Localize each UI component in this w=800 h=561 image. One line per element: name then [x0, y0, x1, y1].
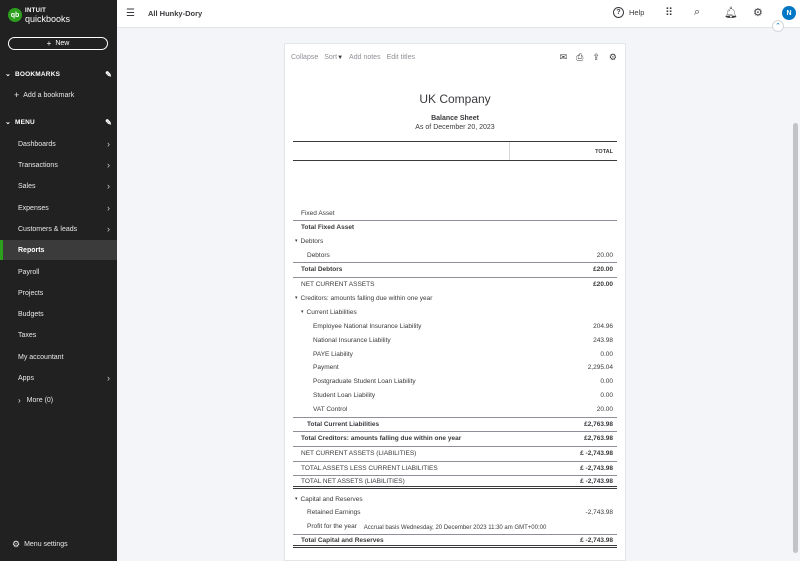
edit-titles-link[interactable]: Edit titles — [386, 54, 415, 61]
row-label: Total Current Liabilities — [307, 421, 380, 428]
sidebar-item-label: Sales — [18, 182, 36, 190]
sidebar-item-label: Expenses — [18, 204, 49, 212]
report-footer: Accrual basis Wednesday, 20 December 2023 11:30 am GMT+00:00 — [363, 525, 547, 531]
sidebar-item-more[interactable] — [0, 390, 117, 410]
row-label: Total Fixed Asset — [301, 224, 355, 231]
row-label: Current Liabilities — [306, 308, 357, 316]
collapse-caret-icon[interactable]: ▾ — [295, 238, 298, 244]
row-label: Postgraduate Student Loan Liability — [313, 377, 416, 385]
row-label: NET CURRENT ASSETS (LIABILITIES) — [301, 450, 417, 457]
company-name: All Hunky-Dory — [148, 9, 203, 18]
edit-menu-pencil-icon[interactable]: ✎ — [105, 117, 112, 127]
sidebar-item-label: My accountant — [18, 353, 64, 361]
sidebar-item-transactions[interactable] — [0, 155, 117, 175]
qb-logo-icon: qb — [8, 8, 22, 22]
bookmarks-header[interactable] — [5, 68, 112, 80]
export-icon[interactable]: ⇪ — [592, 52, 600, 62]
add-bookmark-label: Add a bookmark — [23, 91, 75, 99]
sidebar-item-projects[interactable] — [0, 283, 117, 303]
collapse-caret-icon[interactable]: ▾ — [295, 496, 298, 502]
page-scrollbar[interactable] — [791, 28, 800, 561]
report-row[interactable] — [293, 534, 617, 548]
report-row[interactable] — [293, 333, 617, 347]
row-label: Retained Earnings — [307, 508, 361, 516]
chevron-down-icon: ⌄ — [5, 119, 12, 126]
row-label: National Insurance Liability — [313, 336, 391, 344]
sidebar-item-label: Projects — [18, 289, 44, 297]
menu-settings-link[interactable] — [12, 539, 68, 550]
row-label: Creditors: amounts falling due within one year — [300, 294, 433, 302]
report-row[interactable] — [293, 417, 617, 431]
report-row[interactable] — [293, 277, 617, 291]
logo-quickbooks-text: quickbooks — [25, 14, 71, 24]
sidebar-item-expenses[interactable] — [0, 198, 117, 218]
report-row[interactable] — [293, 234, 617, 248]
chevron-right-icon: › — [107, 203, 110, 213]
row-value[interactable]: £20.00 — [593, 281, 613, 288]
row-label: Student Loan Liability — [313, 391, 376, 399]
user-avatar[interactable]: N — [782, 6, 796, 20]
new-button-label: New — [55, 40, 70, 47]
sidebar-item-label: Apps — [18, 374, 34, 382]
sidebar-item-dashboards[interactable] — [0, 134, 117, 154]
sidebar-item-payroll[interactable] — [0, 262, 117, 282]
report-row[interactable] — [293, 360, 617, 374]
bookmarks-header-label: BOOKMARKS — [15, 70, 61, 78]
menu-header[interactable] — [5, 116, 112, 128]
row-value[interactable]: £ -2,743.98 — [580, 536, 613, 544]
row-label: Fixed Asset — [301, 209, 335, 217]
row-value[interactable]: £2,763.98 — [584, 421, 613, 428]
apps-grid-icon[interactable]: ⠿ — [665, 7, 674, 19]
report-table-header — [293, 141, 617, 161]
row-value[interactable]: -2,743.98 — [585, 508, 613, 516]
row-value[interactable]: £ -2,743.98 — [580, 465, 613, 472]
gear-icon: ⚙ — [12, 539, 21, 549]
chevron-down-icon: ⌄ — [5, 71, 12, 78]
report-row[interactable] — [293, 319, 617, 333]
row-label: Debtors — [307, 251, 330, 259]
add-notes-link[interactable]: Add notes — [349, 54, 381, 61]
report-title: Balance Sheet — [431, 115, 479, 122]
sort-dropdown[interactable] — [324, 54, 343, 61]
report-company-name: UK Company — [419, 92, 491, 106]
row-label: PAYE Liability — [313, 350, 353, 358]
row-label: Total Capital and Reserves — [301, 536, 384, 544]
row-label: Profit for the year — [307, 522, 357, 530]
report-row[interactable] — [293, 262, 617, 276]
row-label: NET CURRENT ASSETS — [301, 281, 375, 288]
sidebar-item-label: Taxes — [18, 331, 37, 339]
sidebar-item-label: Dashboards — [18, 140, 56, 148]
row-value[interactable]: 20.00 — [596, 251, 613, 259]
report-row[interactable] — [293, 388, 617, 402]
help-label: Help — [629, 8, 645, 17]
settings-gear-icon[interactable]: ⚙ — [753, 7, 763, 19]
report-row[interactable] — [293, 220, 617, 234]
report-row[interactable] — [293, 305, 617, 319]
sidebar-item-customers-leads[interactable] — [0, 219, 117, 239]
total-column-header[interactable]: TOTAL — [595, 149, 613, 155]
sidebar-item-label: Customers & leads — [18, 225, 78, 233]
quickbooks-logo[interactable] — [8, 7, 70, 23]
plus-icon: + — [46, 39, 52, 48]
email-icon[interactable]: ✉ — [559, 52, 568, 62]
row-label: Payment — [313, 363, 339, 371]
chevron-right-icon: › — [107, 373, 110, 383]
menu-header-label: MENU — [15, 118, 35, 126]
sidebar-item-label: Payroll — [18, 268, 40, 276]
report-row[interactable] — [293, 461, 617, 475]
row-label: Capital and Reserves — [300, 495, 363, 503]
report-row[interactable] — [293, 248, 617, 262]
chevron-right-icon: › — [107, 160, 110, 170]
sidebar-item-sales[interactable] — [0, 176, 117, 196]
report-row[interactable] — [293, 291, 617, 305]
sidebar-item-label: Transactions — [18, 161, 58, 169]
sidebar-item-label: Reports — [18, 246, 45, 254]
report-row[interactable] — [293, 446, 617, 460]
report-row[interactable] — [293, 347, 617, 361]
sidebar — [0, 0, 117, 561]
logo-intuit-text: INTUIT — [25, 8, 47, 14]
report-date: As of December 20, 2023 — [415, 124, 495, 131]
row-value[interactable]: 243.98 — [593, 336, 613, 344]
row-value[interactable]: 0.00 — [600, 377, 613, 385]
collapse-up-icon[interactable]: ⌃ — [772, 20, 784, 32]
search-icon[interactable]: ⌕ — [694, 6, 701, 18]
row-value[interactable]: 204.96 — [593, 322, 613, 330]
row-value[interactable]: 2,295.04 — [587, 363, 613, 371]
report-row[interactable] — [293, 374, 617, 388]
sidebar-item-apps[interactable] — [0, 368, 117, 388]
row-value[interactable]: £ -2,743.98 — [580, 477, 613, 485]
collapse-caret-icon[interactable]: ▾ — [295, 295, 298, 301]
balance-sheet-report — [284, 43, 626, 561]
row-value[interactable]: 20.00 — [596, 405, 613, 413]
collapse-caret-icon[interactable]: ▾ — [301, 309, 304, 315]
sidebar-item-label: Budgets — [18, 310, 44, 318]
chevron-right-icon: › — [107, 224, 110, 234]
scrollbar-thumb[interactable] — [793, 123, 798, 553]
add-bookmark-link[interactable] — [14, 90, 74, 100]
row-label: VAT Control — [313, 405, 348, 413]
sidebar-item-my-accountant[interactable] — [0, 347, 117, 367]
row-value[interactable]: 0.00 — [600, 391, 613, 399]
row-label: Debtors — [300, 237, 324, 245]
new-button[interactable] — [8, 37, 108, 50]
sidebar-item-budgets[interactable] — [0, 304, 117, 324]
report-row[interactable] — [293, 431, 617, 445]
report-row[interactable] — [293, 475, 617, 489]
plus-icon: + — [14, 90, 20, 100]
row-value[interactable]: 0.00 — [600, 350, 613, 358]
report-row[interactable] — [293, 492, 617, 506]
print-icon[interactable]: ⎙ — [576, 52, 584, 62]
report-toolbar — [285, 44, 625, 71]
top-bar — [117, 0, 800, 28]
sidebar-item-taxes[interactable] — [0, 325, 117, 345]
report-settings-gear-icon[interactable]: ⚙ — [608, 52, 617, 62]
help-question-icon: ? — [613, 7, 624, 18]
help-button[interactable] — [613, 7, 644, 18]
report-row[interactable] — [293, 206, 617, 220]
chevron-right-icon: › — [107, 139, 110, 149]
chevron-right-icon: › — [107, 181, 110, 191]
hamburger-menu-icon[interactable]: ☰ — [126, 8, 135, 19]
sort-label: Sort — [324, 54, 338, 61]
row-label: TOTAL ASSETS LESS CURRENT LIABILITIES — [301, 465, 438, 472]
notification-bell-icon[interactable]: 🔔︎ — [724, 7, 738, 19]
sidebar-item-reports[interactable] — [0, 240, 117, 260]
row-value[interactable]: £2,763.98 — [584, 435, 613, 442]
menu-settings-label: Menu settings — [24, 541, 68, 548]
row-value[interactable]: £ -2,743.98 — [580, 450, 613, 457]
collapse-link[interactable]: Collapse — [291, 54, 319, 61]
row-label: TOTAL NET ASSETS (LIABILITIES) — [301, 477, 405, 485]
row-label: Total Creditors: amounts falling due within one year — [301, 435, 462, 442]
caret-down-icon: ▼ — [337, 55, 344, 61]
column-divider — [509, 142, 510, 160]
chevron-right-icon: › — [18, 395, 21, 405]
report-row[interactable] — [293, 505, 617, 519]
more-label: More (0) — [26, 396, 54, 404]
row-value[interactable]: £20.00 — [593, 266, 613, 273]
edit-bookmarks-pencil-icon[interactable]: ✎ — [105, 69, 112, 79]
row-label: Total Debtors — [301, 266, 343, 273]
report-row[interactable] — [293, 402, 617, 416]
row-label: Employee National Insurance Liability — [313, 322, 422, 330]
